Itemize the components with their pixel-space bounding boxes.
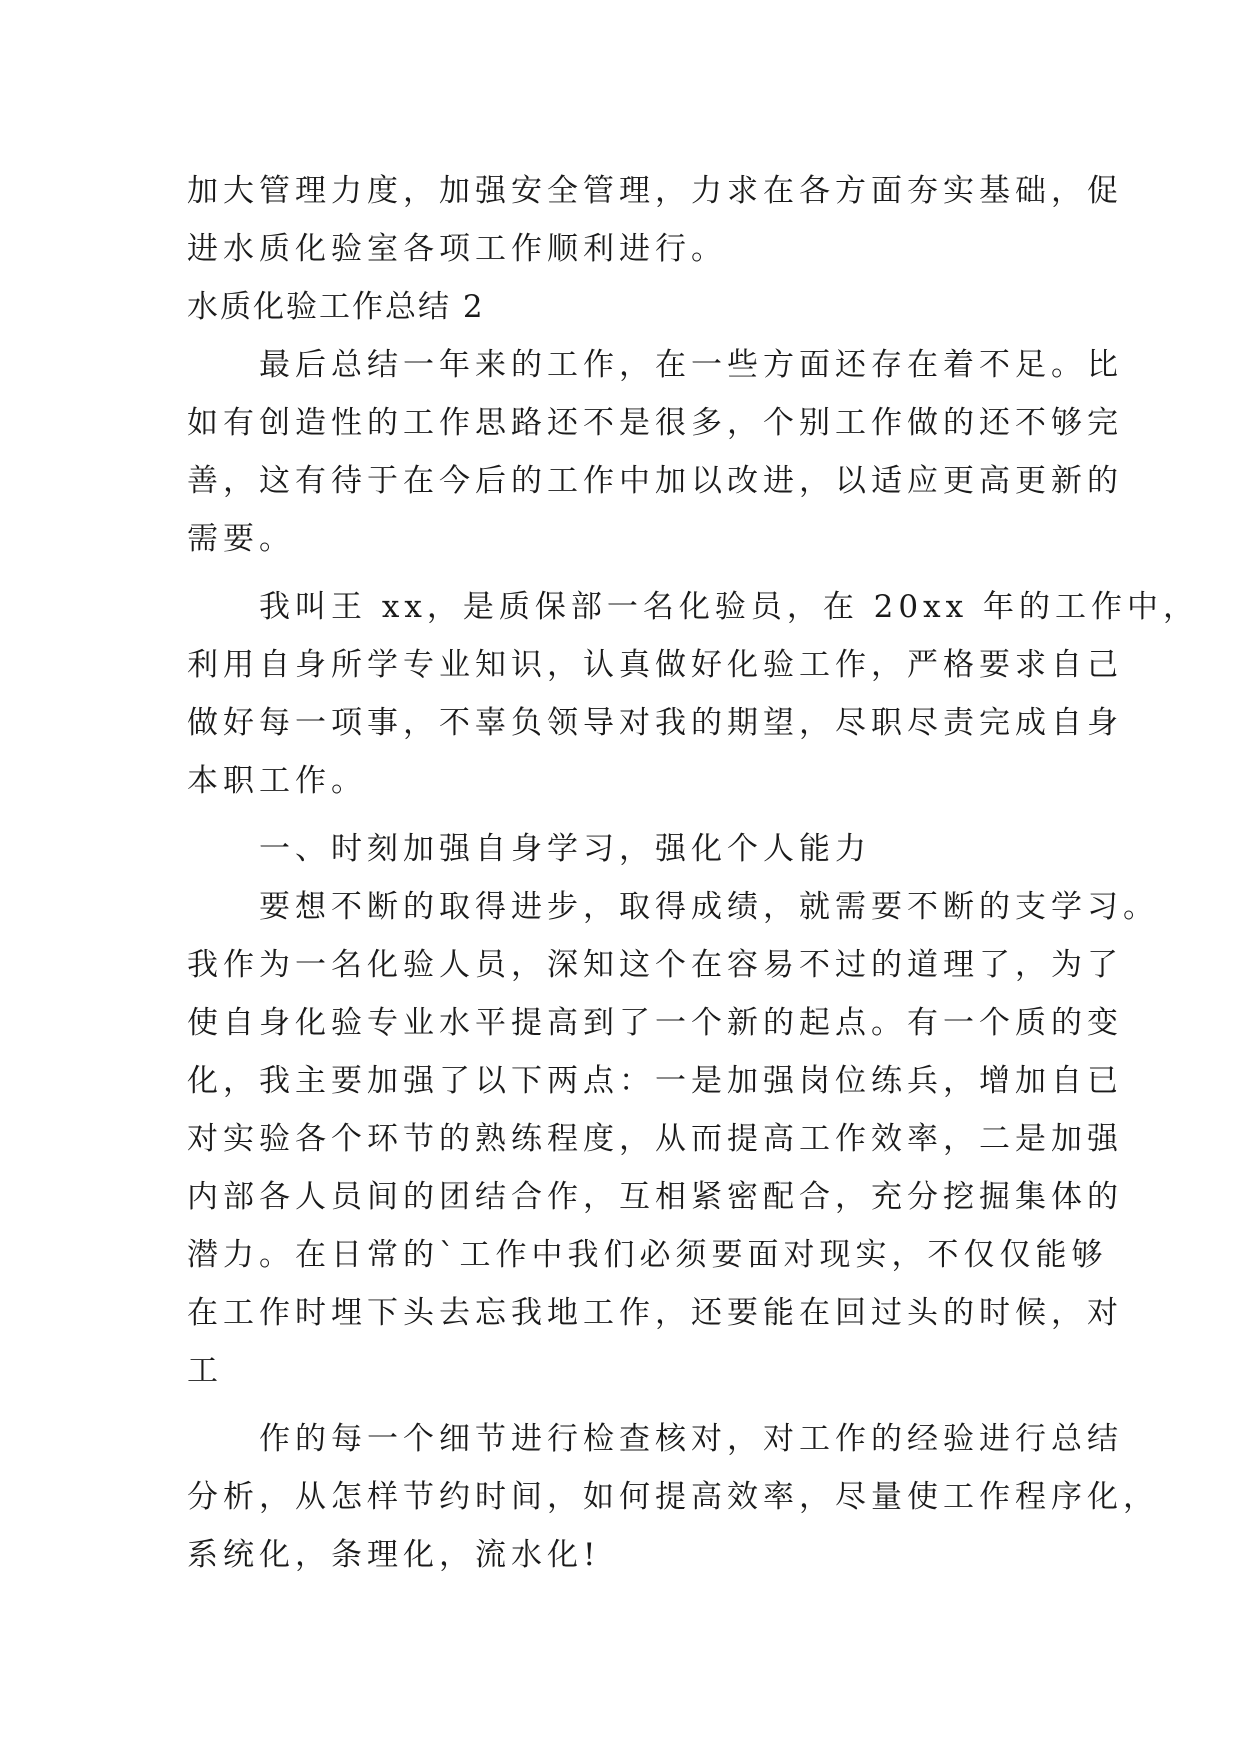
paragraph-detail	[187, 1410, 1159, 1584]
section-heading	[187, 278, 1067, 336]
text-line: 作的每一个细节进行检查核对，对工作的经验进行总结	[187, 1421, 1123, 1457]
text-line: 本职工作。	[187, 763, 367, 799]
paragraph-spacer	[187, 568, 1067, 578]
text-line: 我叫王 xx，是质保部一名化验员，在 20xx 年的工作中，	[187, 589, 1199, 625]
text-line: 做好每一项事，不辜负领导对我的期望，尽职尽责完成自身	[187, 705, 1123, 741]
paragraph-spacer	[187, 810, 1067, 820]
text-line: 在工作时埋下头去忘我地工作，还要能在回过头的时候，对	[187, 1295, 1123, 1331]
text-line: 最后总结一年来的工作，在一些方面还存在着不足。比	[187, 347, 1123, 383]
text-line: 需要。	[187, 521, 295, 557]
text-line: 分析，从怎样节约时间，如何提高效率，尽量使工作程序化，	[187, 1479, 1159, 1515]
text-line: 工	[187, 1353, 223, 1389]
text-line: 加大管理力度，加强安全管理，力求在各方面夯实基础，促	[187, 173, 1123, 209]
text-line: 要想不断的取得进步，取得成绩，就需要不断的支学习。	[187, 889, 1159, 925]
text-line: 内部各人员间的团结合作，互相紧密配合，充分挖掘集体的	[187, 1179, 1123, 1215]
paragraph-spacer	[187, 1400, 1067, 1410]
document-body	[187, 162, 1199, 1584]
text-line: 使自身化验专业水平提高到了一个新的起点。有一个质的变	[187, 1005, 1123, 1041]
text-line: 潜力。在日常的`工作中我们必须要面对现实，不仅仅能够	[187, 1237, 1108, 1273]
text-line: 化，我主要加强了以下两点：一是加强岗位练兵，增加自已	[187, 1063, 1123, 1099]
text-line: 如有创造性的工作思路还不是很多，个别工作做的还不够完	[187, 405, 1123, 441]
paragraph-study	[187, 878, 1159, 1400]
subsection-title-text: 一、时刻加强自身学习，强化个人能力	[187, 831, 871, 867]
heading-text: 水质化验工作总结 2	[187, 289, 485, 325]
text-line: 利用自身所学专业知识，认真做好化验工作，严格要求自己	[187, 647, 1123, 683]
text-line: 进水质化验室各项工作顺利进行。	[187, 231, 727, 267]
paragraph-intro	[187, 578, 1199, 810]
text-line: 善，这有待于在今后的工作中加以改进，以适应更高更新的	[187, 463, 1123, 499]
paragraph-summary	[187, 336, 1123, 568]
text-line: 系统化，条理化，流水化!	[187, 1537, 601, 1573]
paragraph-continuation	[187, 162, 1123, 278]
text-line: 对实验各个环节的熟练程度，从而提高工作效率，二是加强	[187, 1121, 1123, 1157]
subsection-title	[187, 820, 1067, 878]
text-line: 我作为一名化验人员，深知这个在容易不过的道理了，为了	[187, 947, 1123, 983]
